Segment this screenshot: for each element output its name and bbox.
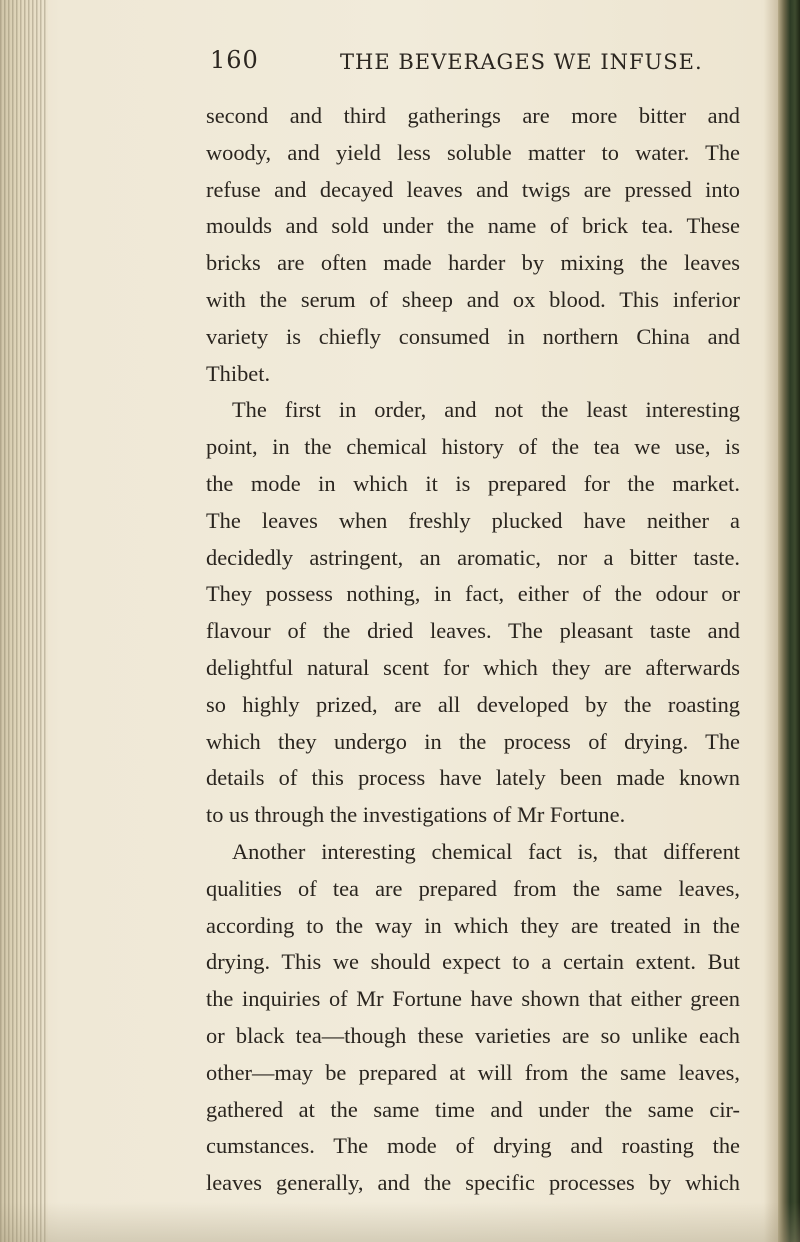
text-line: They possess nothing, in fact, either of the odour or bbox=[206, 581, 740, 607]
book-edge bbox=[778, 0, 800, 1242]
text-line: the inquiries of Mr Fortune have shown that either green bbox=[206, 986, 740, 1012]
text-line: or black tea—though these varieties are so unlike each bbox=[206, 1022, 740, 1048]
text-line: which they undergo in the process of drying. The bbox=[206, 728, 740, 754]
text-line: gathered at the same time and under the same cir- bbox=[206, 1096, 740, 1122]
text-line: flavour of the dried leaves. The pleasant taste and bbox=[206, 618, 740, 644]
text-line: second and third gatherings are more bitter and bbox=[206, 103, 740, 128]
text-line: The first in order, and not the least interesting bbox=[232, 397, 740, 423]
text-line: Another interesting chemical fact is, that different bbox=[232, 838, 740, 864]
page-binding-gutter bbox=[0, 0, 48, 1242]
text-line: other—may be prepared at will from the same leaves, bbox=[206, 1059, 740, 1085]
body-text bbox=[206, 98, 740, 1202]
text-line: cumstances. The mode of drying and roasting the bbox=[206, 1133, 740, 1159]
text-line: drying. This we should expect to a certain extent. But bbox=[206, 949, 740, 975]
page-edge-shading bbox=[764, 0, 778, 1242]
page-number: 160 bbox=[210, 46, 259, 74]
text-line: decidedly astringent, an aromatic, nor a bitter taste. bbox=[206, 544, 740, 570]
text-line: woody, and yield less soluble matter to water. The bbox=[206, 139, 740, 165]
text-line: point, in the chemical history of the tea we use, is bbox=[206, 434, 740, 460]
text-line: bricks are often made harder by mixing the leaves bbox=[206, 250, 740, 276]
text-line: so highly prized, are all developed by the roasting bbox=[206, 691, 740, 717]
running-head: THE BEVERAGES WE INFUSE. bbox=[340, 50, 703, 74]
text-line: delightful natural scent for which they are afterwards bbox=[206, 654, 740, 680]
text-line: with the serum of sheep and ox blood. This inferior bbox=[206, 286, 740, 312]
text-line: variety is chiefly consumed in northern China and bbox=[206, 323, 740, 349]
page-bottom-shading bbox=[0, 1202, 800, 1242]
text-line: refuse and decayed leaves and twigs are pressed into bbox=[206, 176, 740, 202]
text-line: according to the way in which they are treated in the bbox=[206, 912, 740, 938]
text-line: qualities of tea are prepared from the same leaves, bbox=[206, 875, 740, 901]
text-line: Thibet. bbox=[206, 360, 271, 386]
text-line: to us through the investigations of Mr Fortune. bbox=[206, 802, 626, 828]
page-header bbox=[210, 44, 770, 84]
text-line: leaves generally, and the specific processes by which bbox=[206, 1170, 740, 1196]
text-line: details of this process have lately been made known bbox=[206, 765, 740, 791]
text-line: moulds and sold under the name of brick tea. These bbox=[206, 213, 740, 239]
text-line: the mode in which it is prepared for the market. bbox=[206, 470, 740, 496]
text-line: The leaves when freshly plucked have neither a bbox=[206, 507, 740, 533]
